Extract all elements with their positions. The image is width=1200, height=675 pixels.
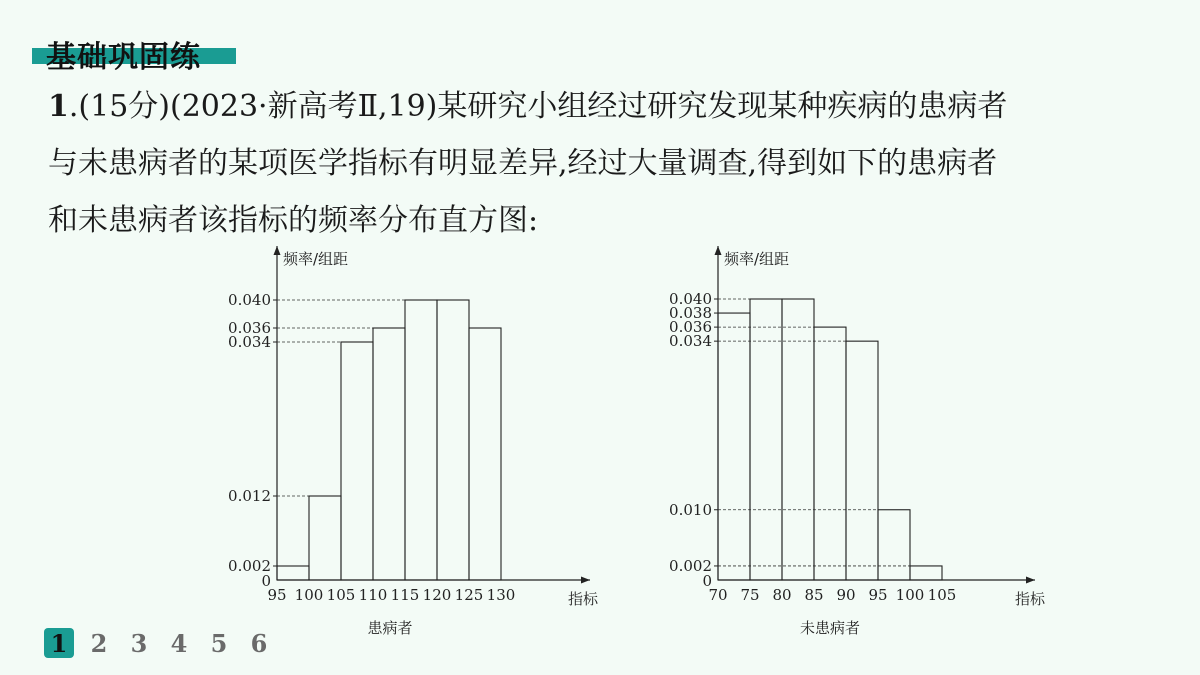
x-tick-label: 95 — [868, 586, 888, 604]
y-tick-label: 0.038 — [669, 304, 712, 323]
pagination — [44, 628, 284, 658]
problem-line-2: 与未患病者的某项医学指标有明显差异,经过大量调查,得到如下的患病者 — [48, 146, 998, 181]
page-button-3[interactable]: 3 — [130, 628, 148, 658]
chart-non-patients — [669, 246, 1046, 637]
x-tick-label: 85 — [804, 586, 824, 604]
y-axis-label: 频率/组距 — [283, 250, 349, 268]
x-tick-label: 70 — [708, 586, 728, 604]
y-tick-label: 0.034 — [669, 332, 712, 351]
histogram-bar — [437, 300, 469, 580]
section-title: 基础巩固练 — [46, 40, 201, 75]
x-tick-label: 100 — [895, 586, 925, 604]
page-button-4[interactable]: 4 — [170, 628, 188, 658]
x-tick-label: 110 — [358, 586, 388, 604]
y-tick-label: 0.012 — [228, 487, 271, 505]
problem-line-3: 和未患病者该指标的频率分布直方图: — [48, 203, 539, 238]
x-tick-label: 115 — [390, 586, 420, 604]
chart-patients — [228, 246, 599, 637]
x-tick-label: 95 — [267, 586, 287, 604]
y-tick-label: 0.002 — [669, 556, 712, 575]
y-tick-label: 0.040 — [669, 290, 712, 308]
x-tick-label: 75 — [740, 586, 760, 604]
histogram-bar — [469, 328, 501, 580]
y-axis-label: 频率/组距 — [724, 250, 790, 268]
problem-line-1-text: .(15分)(2023·新高考Ⅱ,19)某研究小组经过研究发现某种疾病的患病者 — [68, 89, 1008, 124]
page-button-2[interactable]: 2 — [90, 628, 108, 658]
y-axis-arrow — [715, 246, 722, 255]
histogram-bar — [718, 313, 750, 580]
histogram-bar — [878, 510, 910, 580]
x-tick-label: 80 — [772, 586, 792, 604]
y-tick-label: 0.010 — [669, 500, 712, 519]
page-button-6[interactable]: 6 — [250, 628, 268, 658]
histogram-bar — [846, 341, 878, 580]
x-tick-label: 120 — [422, 586, 452, 604]
x-tick-label: 105 — [326, 586, 356, 604]
origin-label: 0 — [261, 572, 271, 590]
x-tick-label: 130 — [486, 586, 516, 604]
y-tick-label: 0.034 — [228, 333, 271, 351]
histogram-bar — [341, 342, 373, 580]
x-tick-label: 125 — [454, 586, 484, 604]
x-tick-label: 90 — [836, 586, 856, 604]
histogram-bar — [405, 300, 437, 580]
x-axis-arrow — [1026, 577, 1035, 584]
page-button-1[interactable]: 1 — [44, 628, 74, 658]
x-axis-label: 指标 — [568, 590, 599, 608]
problem-number: 1 — [48, 89, 69, 124]
histogram-bar — [814, 327, 846, 580]
x-tick-label: 105 — [927, 586, 957, 604]
histogram-bar — [910, 566, 942, 580]
chart-caption: 未患病者 — [799, 619, 861, 637]
origin-label: 0 — [702, 572, 712, 590]
y-axis-arrow — [274, 246, 281, 255]
histogram-bar — [277, 566, 309, 580]
histogram-bar — [373, 328, 405, 580]
y-tick-label: 0.036 — [669, 318, 712, 337]
y-tick-label: 0.002 — [228, 557, 271, 575]
x-axis-arrow — [581, 577, 590, 584]
x-axis-label: 指标 — [1015, 590, 1046, 608]
chart-caption: 患病者 — [367, 619, 413, 637]
page-button-5[interactable]: 5 — [210, 628, 228, 658]
histogram-bar — [309, 496, 341, 580]
y-tick-label: 0.036 — [228, 319, 271, 337]
x-tick-label: 100 — [294, 586, 324, 604]
y-tick-label: 0.040 — [228, 291, 271, 309]
